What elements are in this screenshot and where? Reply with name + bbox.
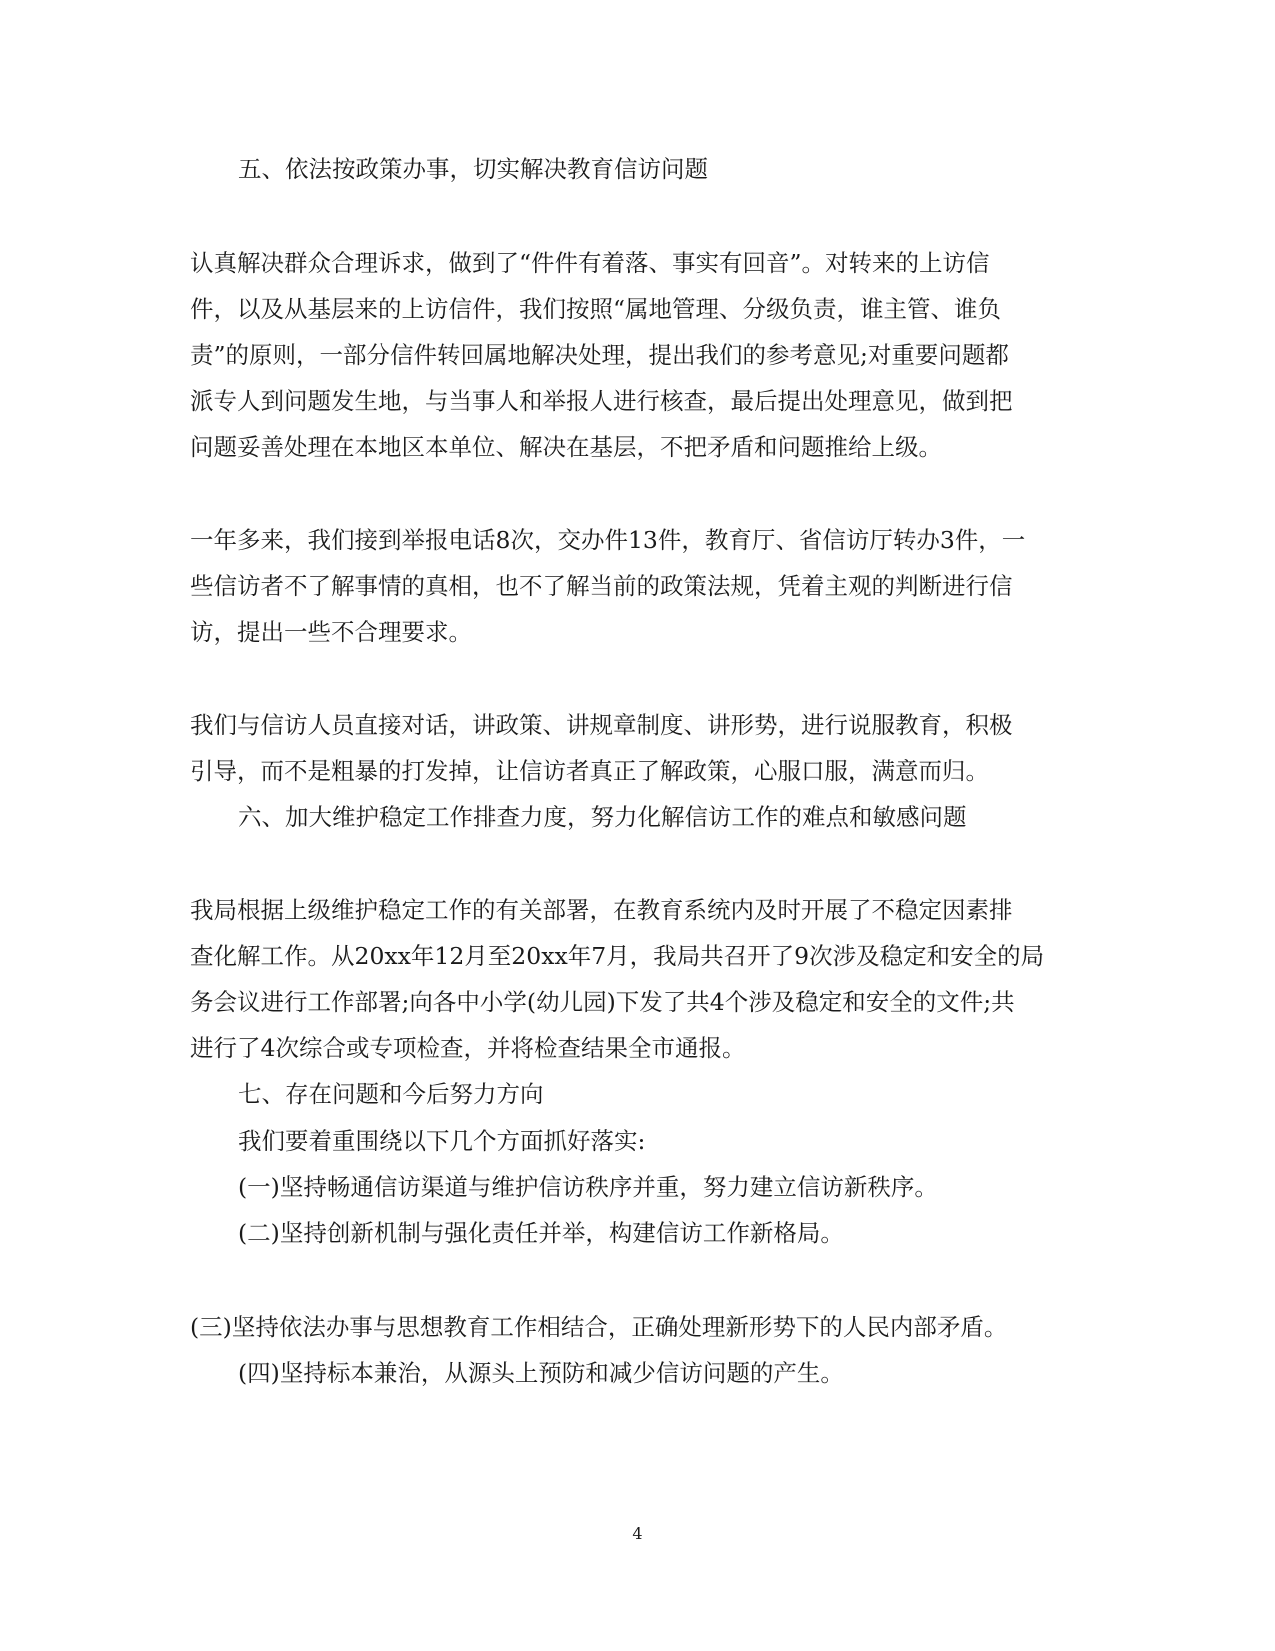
list-item: (一)坚持畅通信访渠道与维护信访秩序并重，努力建立信访新秩序。 <box>238 1173 938 1201</box>
section-heading-6: 六、加大维护稳定工作排查力度，努力化解信访工作的难点和敏感问题 <box>238 803 967 831</box>
paragraph-line: 访，提出一些不合理要求。 <box>190 618 472 646</box>
paragraph-line: 认真解决群众合理诉求，做到了“件件有着落、事实有回音”。对转来的上访信 <box>190 249 990 277</box>
section-heading-7: 七、存在问题和今后努力方向 <box>238 1080 544 1108</box>
paragraph-line: 我们与信访人员直接对话，讲政策、讲规章制度、讲形势，进行说服教育，积极 <box>190 711 1013 739</box>
paragraph-line: 些信访者不了解事情的真相，也不了解当前的政策法规，凭着主观的判断进行信 <box>190 572 1013 600</box>
paragraph-line: 查化解工作。从20xx年12月至20xx年7月，我局共召开了9次涉及稳定和安全的局 <box>190 942 1045 970</box>
paragraph-line: 进行了4次综合或专项检查，并将检查结果全市通报。 <box>190 1034 746 1062</box>
section-heading-5: 五、依法按政策办事，切实解决教育信访问题 <box>238 155 708 183</box>
paragraph-line: 问题妥善处理在本地区本单位、解决在基层，不把矛盾和问题推给上级。 <box>190 433 942 461</box>
paragraph-line: 一年多来，我们接到举报电话8次，交办件13件，教育厅、省信访厅转办3件，一 <box>190 526 1026 554</box>
paragraph-line: 引导，而不是粗暴的打发掉，让信访者真正了解政策，心服口服，满意而归。 <box>190 757 989 785</box>
list-item: (四)坚持标本兼治，从源头上预防和减少信访问题的产生。 <box>238 1359 844 1387</box>
paragraph-line: 务会议进行工作部署;向各中小学(幼儿园)下发了共4个涉及稳定和安全的文件;共 <box>190 988 1015 1016</box>
page-number: 4 <box>632 1524 643 1543</box>
list-item: (三)坚持依法办事与思想教育工作相结合，正确处理新形势下的人民内部矛盾。 <box>190 1313 1008 1341</box>
list-item: (二)坚持创新机制与强化责任并举，构建信访工作新格局。 <box>238 1219 844 1247</box>
paragraph-line: 派专人到问题发生地，与当事人和举报人进行核查，最后提出处理意见，做到把 <box>190 387 1013 415</box>
paragraph-line: 件，以及从基层来的上访信件，我们按照“属地管理、分级负责，谁主管、谁负 <box>190 295 1002 323</box>
paragraph-line: 责”的原则，一部分信件转回属地解决处理，提出我们的参考意见;对重要问题都 <box>190 341 1009 369</box>
paragraph-line: 我局根据上级维护稳定工作的有关部署，在教育系统内及时开展了不稳定因素排 <box>190 896 1013 924</box>
intro-line: 我们要着重围绕以下几个方面抓好落实: <box>238 1127 646 1155</box>
